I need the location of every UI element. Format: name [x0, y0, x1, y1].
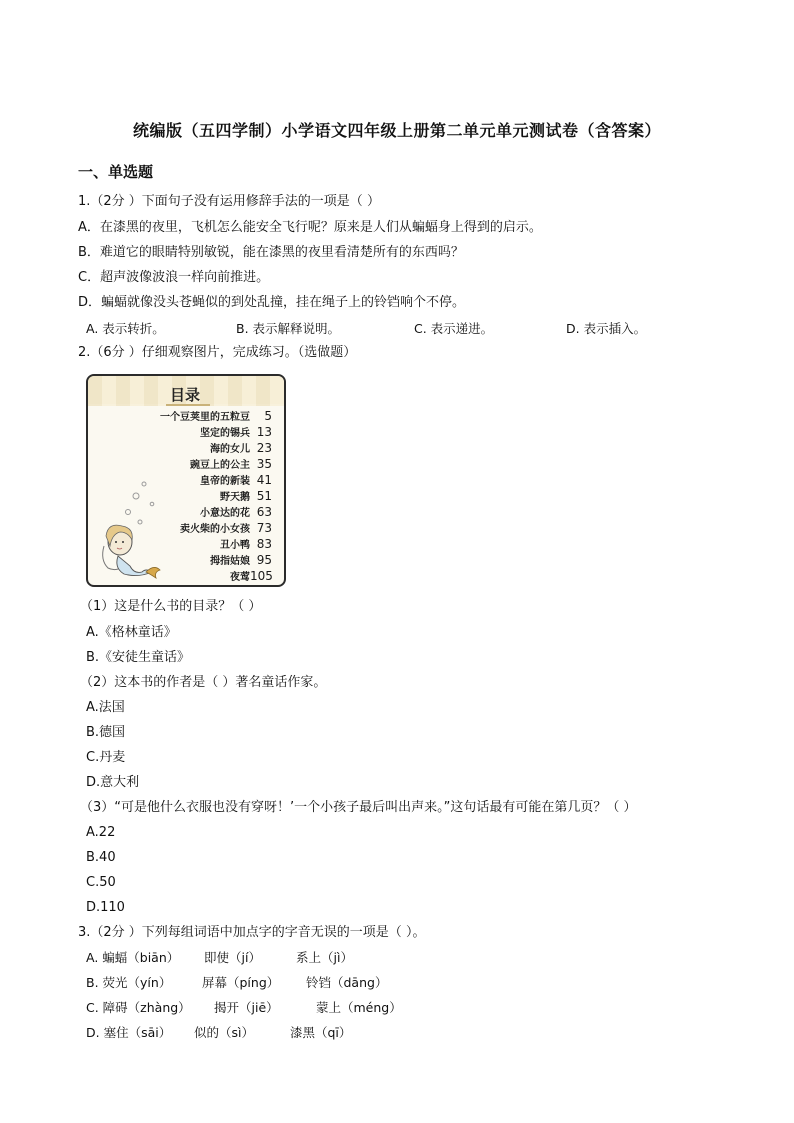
toc-entry-name: 皇帝的新装: [200, 476, 250, 487]
section-heading: 一、单选题: [78, 163, 154, 181]
q3-row-d-word-2: 似的（sì）: [194, 1025, 254, 1040]
q3-row-c-word-1: C. 障碍（zhàng）: [86, 1000, 191, 1015]
toc-entry-page: 51: [256, 489, 272, 503]
toc-entry: [200, 505, 272, 520]
q1-extra-c: C. 表示递进。: [414, 321, 494, 336]
toc-entry: [190, 457, 272, 472]
toc-entry: [220, 537, 272, 552]
q1-extra-d: D. 表示插入。: [566, 321, 647, 336]
q1-option-c: C．超声波像波浪一样向前推进。: [78, 270, 270, 285]
q3-row-a-word-3: 系上（jì）: [296, 950, 353, 965]
mermaid-illustration-icon: [94, 476, 164, 580]
q2-sub3-option-b: B.40: [86, 850, 116, 865]
toc-entry-page: 63: [256, 505, 272, 519]
q2-sub3-option-a: A.22: [86, 825, 116, 840]
toc-entry-page: 5: [264, 409, 272, 423]
toc-entry: [200, 425, 272, 440]
toc-entry-page: 13: [256, 425, 272, 439]
toc-title-underline: [166, 404, 210, 406]
q3-row-a-word-2: 即使（jí）: [204, 950, 261, 965]
toc-entry-name: 丑小鸭: [220, 540, 250, 551]
toc-entry-page: 83: [256, 537, 272, 551]
toc-entry: [210, 441, 272, 456]
toc-entry: [200, 473, 272, 488]
toc-entry-name: 海的女儿: [210, 444, 250, 455]
q1-stem: 1.（2分 ）下面句子没有运用修辞手法的一项是（ ）: [78, 194, 380, 209]
toc-entry-page: 73: [256, 521, 272, 535]
toc-entry-page: 23: [256, 441, 272, 455]
q1-option-a: A．在漆黑的夜里，飞机怎么能安全飞行呢？原来是人们从蝙蝠身上得到的启示。: [78, 220, 542, 235]
toc-image: [86, 374, 286, 587]
q3-row-c-word-3: 蒙上（méng）: [316, 1000, 402, 1015]
q3-stem: 3.（2分 ）下列每组词语中加点字的字音无误的一项是（ ）。: [78, 925, 426, 940]
toc-entry-name: 一个豆荚里的五粒豆: [160, 412, 250, 423]
toc-entry-page: 105: [250, 569, 273, 583]
page-title: 统编版（五四学制）小学语文四年级上册第二单元单元测试卷（含答案）: [132, 121, 661, 140]
q3-row-d-word-1: D. 塞住（sāi）: [86, 1025, 172, 1040]
q2-sub2-option-b: B.德国: [86, 725, 126, 740]
q2-sub2-option-a: A.法国: [86, 700, 125, 715]
toc-entry: [220, 489, 272, 504]
q2-stem: 2.（6分 ）仔细观察图片，完成练习。（选做题）: [78, 345, 357, 360]
q2-sub2-stem: （2）这本书的作者是（ ）著名童话作家。: [80, 675, 327, 690]
toc-entry-name: 坚定的锡兵: [200, 428, 250, 439]
toc-entry-page: 41: [256, 473, 272, 487]
q2-sub3-stem: （3）“可是他什么衣服也没有穿呀！’一个小孩子最后叫出声来。”这句话最有可能在第几页？（ ）: [80, 800, 637, 815]
q2-sub1-option-a: A.《格林童话》: [86, 625, 177, 640]
toc-entry: [230, 569, 272, 584]
toc-entry-name: 拇指姑娘: [210, 556, 250, 567]
q2-sub3-option-d: D.110: [86, 900, 125, 915]
q2-sub1-stem: （1）这是什么书的目录？（ ）: [80, 599, 262, 614]
toc-entry-name: 卖火柴的小女孩: [180, 524, 250, 535]
toc-entry-page: 35: [256, 457, 272, 471]
toc-entry-name: 小意达的花: [200, 508, 250, 519]
toc-entry-name: 野天鹅: [220, 492, 250, 503]
q2-sub1-option-b: B.《安徒生童话》: [86, 650, 191, 665]
q3-row-b-word-1: B. 荧光（yín）: [86, 975, 172, 990]
q1-extra-a: A. 表示转折。: [86, 321, 165, 336]
q1-option-d: D．蝙蝠就像没头苍蝇似的到处乱撞，挂在绳子上的铃铛响个不停。: [78, 295, 466, 310]
toc-entry: [160, 409, 272, 424]
q3-row-b-word-3: 铃铛（dāng）: [306, 975, 388, 990]
q1-extra-b: B. 表示解释说明。: [236, 321, 341, 336]
q3-row-a-word-1: A. 蝙蝠（biān）: [86, 950, 180, 965]
q3-row-c-word-2: 揭开（jiē）: [214, 1000, 279, 1015]
q1-option-b: B．难道它的眼睛特别敏锐，能在漆黑的夜里看清楚所有的东西吗？: [78, 245, 464, 260]
q2-sub2-option-c: C.丹麦: [86, 750, 126, 765]
toc-title: 目录: [170, 386, 201, 404]
toc-entry-name: 夜莺: [230, 572, 250, 583]
q3-row-b-word-2: 屏幕（píng）: [202, 975, 280, 990]
toc-entry-page: 95: [256, 553, 272, 567]
q2-sub3-option-c: C.50: [86, 875, 116, 890]
q2-sub2-option-d: D.意大利: [86, 775, 140, 790]
toc-entry-name: 豌豆上的公主: [190, 460, 250, 471]
toc-entry: [210, 553, 272, 568]
toc-entry: [180, 521, 272, 536]
q3-row-d-word-3: 漆黑（qī）: [290, 1025, 352, 1040]
